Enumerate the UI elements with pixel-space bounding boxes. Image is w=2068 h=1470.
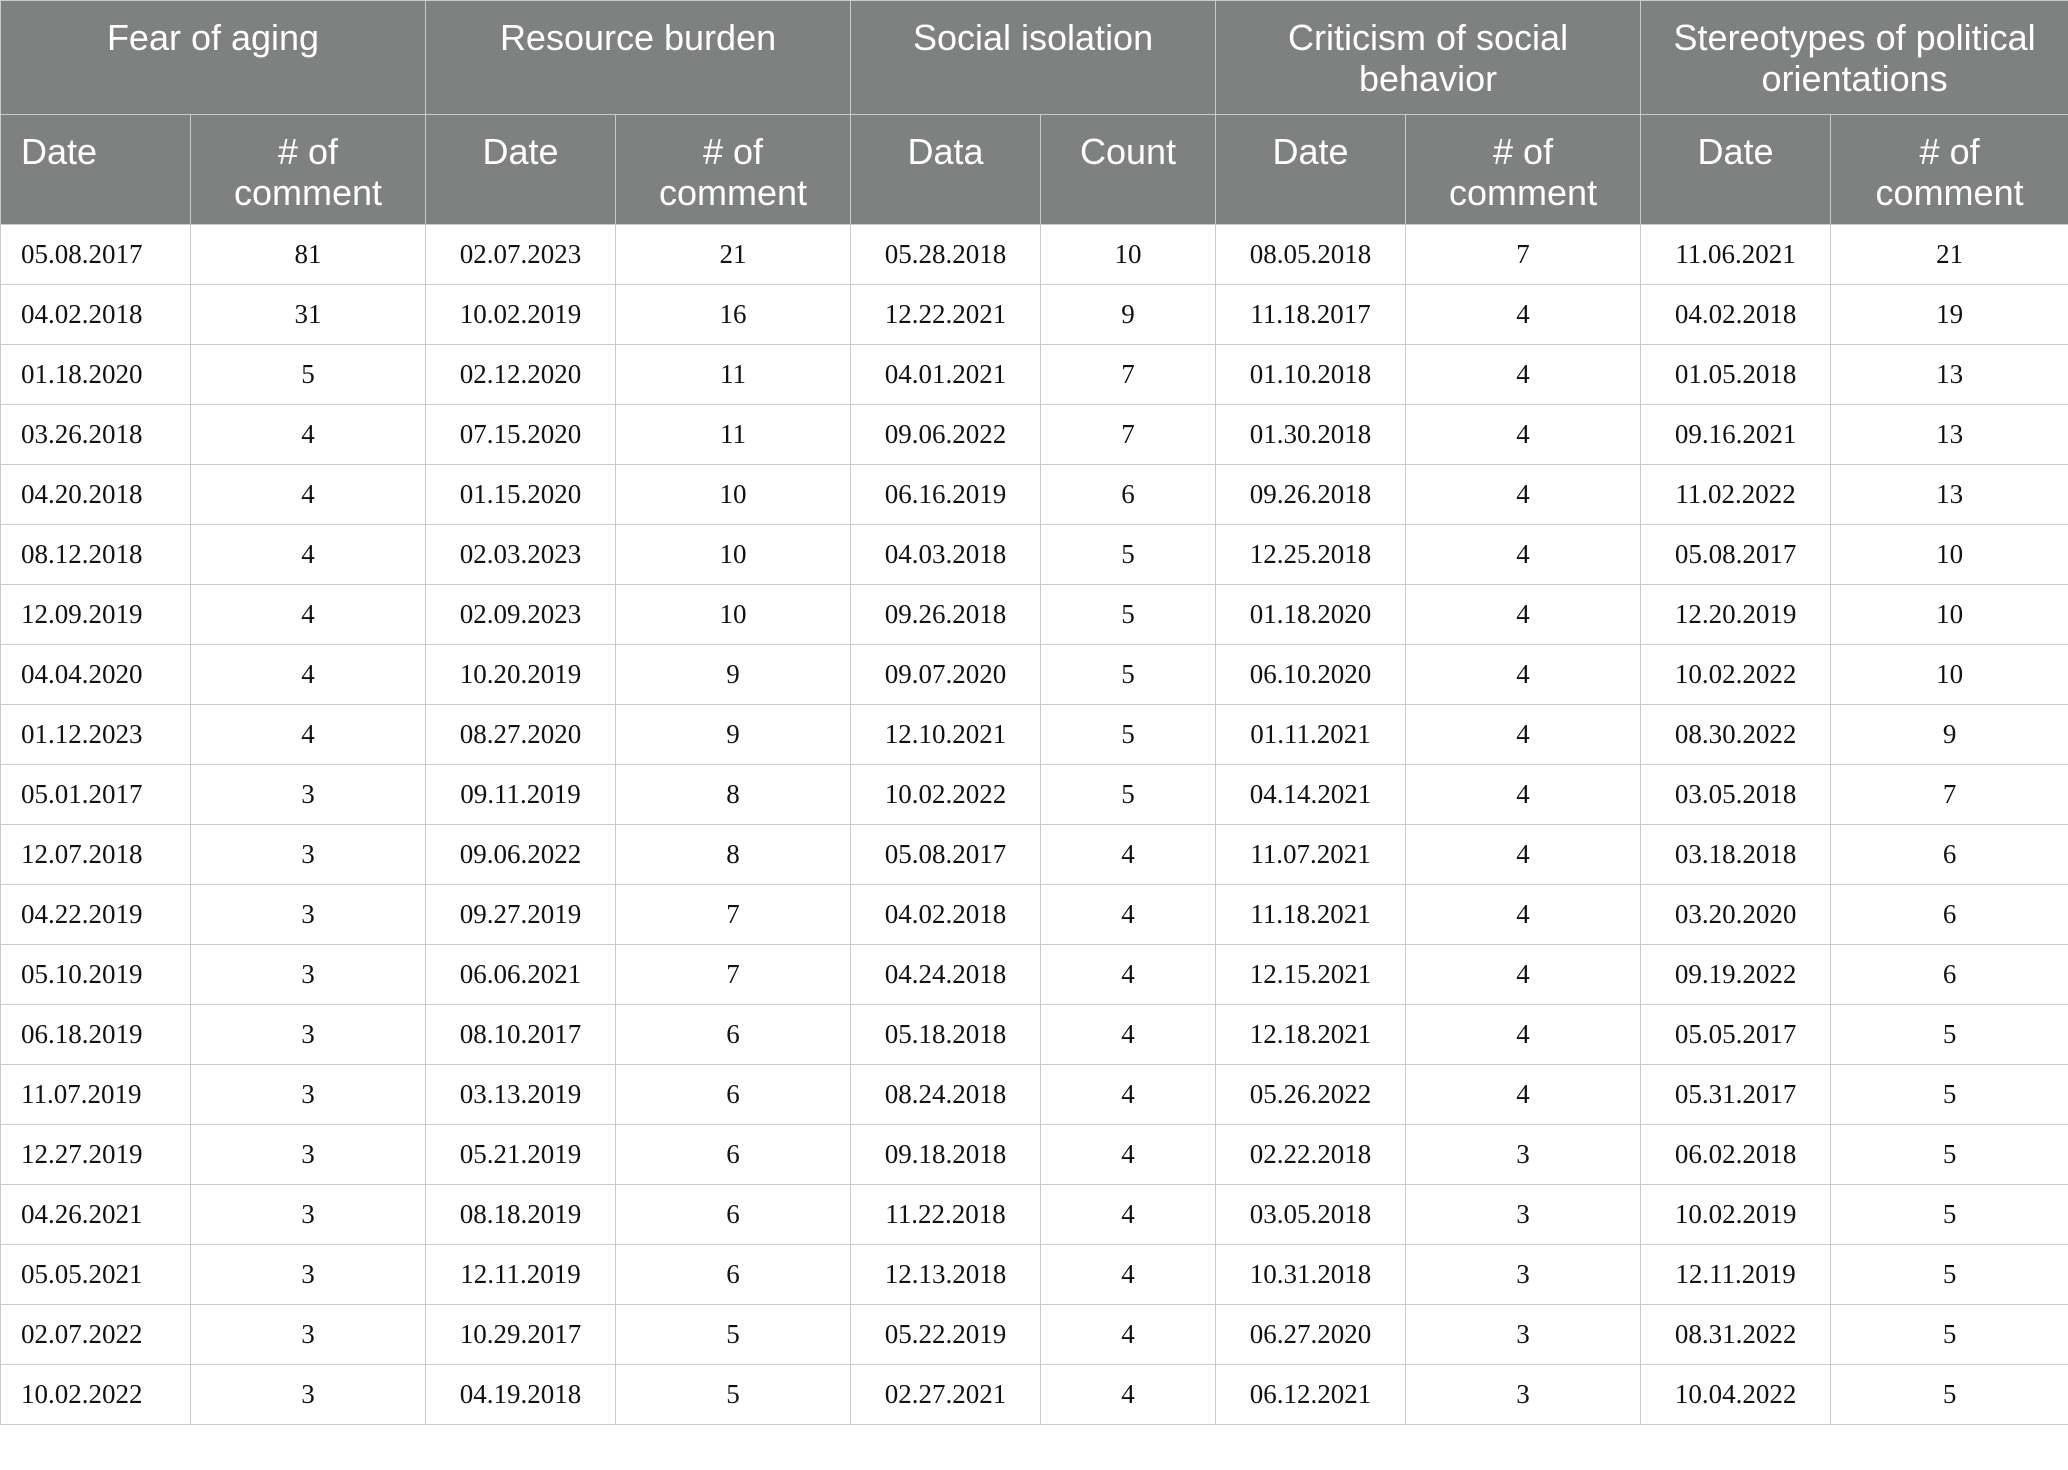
table-row [1,765,2068,825]
count-cell: 10 [1041,225,1216,285]
count-cell: 31 [191,285,426,345]
column-header: Date [1641,115,1831,225]
date-cell: 11.07.2019 [1,1065,191,1125]
column-header: Date [426,115,616,225]
count-cell: 9 [1041,285,1216,345]
date-cell: 10.02.2022 [1,1365,191,1425]
count-cell: 3 [1406,1245,1641,1305]
count-cell: 4 [191,585,426,645]
count-cell: 3 [191,1365,426,1425]
date-cell: 10.31.2018 [1216,1245,1406,1305]
date-cell: 04.02.2018 [1,285,191,345]
date-cell: 03.18.2018 [1641,825,1831,885]
count-cell: 11 [616,345,851,405]
count-cell: 3 [1406,1125,1641,1185]
date-cell: 05.08.2017 [1641,525,1831,585]
date-cell: 12.11.2019 [426,1245,616,1305]
date-cell: 10.04.2022 [1641,1365,1831,1425]
count-cell: 4 [1406,405,1641,465]
date-cell: 02.27.2021 [851,1365,1041,1425]
date-cell: 01.18.2020 [1216,585,1406,645]
count-cell: 7 [1831,765,2068,825]
date-cell: 05.08.2017 [1,225,191,285]
date-cell: 03.20.2020 [1641,885,1831,945]
date-cell: 04.14.2021 [1216,765,1406,825]
date-cell: 01.11.2021 [1216,705,1406,765]
count-cell: 5 [616,1305,851,1365]
date-cell: 06.16.2019 [851,465,1041,525]
date-cell: 09.07.2020 [851,645,1041,705]
count-cell: 81 [191,225,426,285]
count-cell: 13 [1831,465,2068,525]
count-cell: 4 [1406,885,1641,945]
table-row [1,825,2068,885]
date-cell: 08.10.2017 [426,1005,616,1065]
count-cell: 7 [616,885,851,945]
count-cell: 10 [616,525,851,585]
date-cell: 05.26.2022 [1216,1065,1406,1125]
date-cell: 04.20.2018 [1,465,191,525]
date-cell: 08.12.2018 [1,525,191,585]
count-cell: 3 [191,1245,426,1305]
date-cell: 12.27.2019 [1,1125,191,1185]
date-cell: 04.24.2018 [851,945,1041,1005]
date-cell: 05.31.2017 [1641,1065,1831,1125]
count-cell: 7 [1041,345,1216,405]
count-cell: 5 [1831,1185,2068,1245]
count-cell: 7 [1041,405,1216,465]
count-cell: 4 [1041,945,1216,1005]
count-cell: 11 [616,405,851,465]
count-cell: 4 [1406,525,1641,585]
count-cell: 4 [1041,1365,1216,1425]
date-cell: 11.02.2022 [1641,465,1831,525]
table-row [1,705,2068,765]
date-cell: 03.05.2018 [1641,765,1831,825]
date-cell: 05.01.2017 [1,765,191,825]
count-cell: 4 [1406,825,1641,885]
count-cell: 10 [1831,585,2068,645]
count-cell: 5 [1831,1245,2068,1305]
date-cell: 12.15.2021 [1216,945,1406,1005]
date-cell: 04.02.2018 [851,885,1041,945]
table-row [1,525,2068,585]
date-cell: 02.12.2020 [426,345,616,405]
count-cell: 10 [1831,525,2068,585]
count-cell: 6 [1831,885,2068,945]
date-cell: 12.09.2019 [1,585,191,645]
date-cell: 08.31.2022 [1641,1305,1831,1365]
count-cell: 3 [191,945,426,1005]
count-cell: 5 [1041,585,1216,645]
column-header: # of comment [1831,115,2068,225]
count-cell: 3 [191,1305,426,1365]
date-cell: 11.22.2018 [851,1185,1041,1245]
count-cell: 6 [616,1065,851,1125]
date-cell: 12.07.2018 [1,825,191,885]
table-row [1,405,2068,465]
count-cell: 3 [191,825,426,885]
count-cell: 6 [616,1185,851,1245]
date-cell: 09.27.2019 [426,885,616,945]
table-row [1,1185,2068,1245]
count-cell: 5 [1831,1365,2068,1425]
count-cell: 3 [191,1005,426,1065]
date-cell: 01.15.2020 [426,465,616,525]
table-row [1,945,2068,1005]
count-cell: 6 [616,1125,851,1185]
date-cell: 11.18.2021 [1216,885,1406,945]
date-cell: 06.27.2020 [1216,1305,1406,1365]
date-cell: 12.18.2021 [1216,1005,1406,1065]
count-cell: 4 [1041,1065,1216,1125]
column-header: # of comment [1406,115,1641,225]
date-cell: 08.05.2018 [1216,225,1406,285]
date-cell: 10.02.2019 [426,285,616,345]
count-cell: 6 [1831,945,2068,1005]
date-cell: 02.07.2022 [1,1305,191,1365]
count-cell: 19 [1831,285,2068,345]
count-cell: 4 [1041,1305,1216,1365]
count-cell: 3 [1406,1185,1641,1245]
group-header-criticism-of-social-behavior: Criticism of social behavior [1216,1,1641,115]
count-cell: 4 [1406,645,1641,705]
count-cell: 4 [1406,1065,1641,1125]
table-row [1,585,2068,645]
column-header: Count [1041,115,1216,225]
count-cell: 5 [616,1365,851,1425]
table-body [1,225,2068,1425]
count-cell: 21 [1831,225,2068,285]
date-cell: 07.15.2020 [426,405,616,465]
count-cell: 4 [191,405,426,465]
date-cell: 02.03.2023 [426,525,616,585]
count-cell: 8 [616,765,851,825]
date-cell: 09.18.2018 [851,1125,1041,1185]
date-cell: 05.10.2019 [1,945,191,1005]
column-header: Date [1216,115,1406,225]
table-row [1,1005,2068,1065]
count-cell: 7 [616,945,851,1005]
date-cell: 10.02.2019 [1641,1185,1831,1245]
table-row [1,1305,2068,1365]
count-cell: 3 [191,885,426,945]
date-cell: 08.27.2020 [426,705,616,765]
table-row [1,1365,2068,1425]
count-cell: 16 [616,285,851,345]
date-cell: 11.18.2017 [1216,285,1406,345]
count-cell: 4 [1041,1245,1216,1305]
table-row [1,345,2068,405]
date-cell: 04.01.2021 [851,345,1041,405]
count-cell: 3 [1406,1365,1641,1425]
count-cell: 5 [1831,1065,2068,1125]
count-cell: 3 [191,1065,426,1125]
column-header: Data [851,115,1041,225]
table-row [1,1245,2068,1305]
count-cell: 4 [191,525,426,585]
date-cell: 05.08.2017 [851,825,1041,885]
date-cell: 08.18.2019 [426,1185,616,1245]
count-cell: 4 [191,705,426,765]
date-cell: 11.06.2021 [1641,225,1831,285]
count-cell: 3 [1406,1305,1641,1365]
column-header: # of comment [191,115,426,225]
table-row [1,885,2068,945]
table-row [1,465,2068,525]
date-cell: 01.30.2018 [1216,405,1406,465]
date-cell: 03.05.2018 [1216,1185,1406,1245]
date-cell: 03.13.2019 [426,1065,616,1125]
date-cell: 02.22.2018 [1216,1125,1406,1185]
count-cell: 10 [1831,645,2068,705]
date-cell: 02.09.2023 [426,585,616,645]
date-cell: 10.20.2019 [426,645,616,705]
count-cell: 4 [1406,705,1641,765]
count-cell: 5 [1041,765,1216,825]
count-cell: 9 [616,645,851,705]
table-row [1,225,2068,285]
date-cell: 04.02.2018 [1641,285,1831,345]
count-cell: 21 [616,225,851,285]
date-cell: 09.19.2022 [1641,945,1831,1005]
count-cell: 6 [616,1005,851,1065]
date-cell: 05.18.2018 [851,1005,1041,1065]
date-cell: 12.10.2021 [851,705,1041,765]
group-header-social-isolation: Social isolation [851,1,1216,115]
date-cell: 12.13.2018 [851,1245,1041,1305]
count-cell: 4 [1406,465,1641,525]
date-cell: 01.05.2018 [1641,345,1831,405]
count-cell: 5 [1831,1125,2068,1185]
date-cell: 09.06.2022 [851,405,1041,465]
table-row [1,645,2068,705]
date-cell: 01.12.2023 [1,705,191,765]
count-cell: 4 [1041,825,1216,885]
date-cell: 04.04.2020 [1,645,191,705]
date-cell: 10.02.2022 [851,765,1041,825]
date-cell: 09.26.2018 [851,585,1041,645]
date-cell: 02.07.2023 [426,225,616,285]
count-cell: 5 [1041,705,1216,765]
count-cell: 4 [1041,885,1216,945]
count-cell: 6 [1041,465,1216,525]
subheader-row [1,115,2068,225]
count-cell: 4 [1406,285,1641,345]
date-cell: 06.06.2021 [426,945,616,1005]
table-row [1,1065,2068,1125]
date-cell: 01.10.2018 [1216,345,1406,405]
count-cell: 4 [1406,765,1641,825]
group-header-stereotypes-of-political-orientations: Stereotypes of political orientations [1641,1,2068,115]
date-cell: 04.22.2019 [1,885,191,945]
count-cell: 4 [1406,945,1641,1005]
count-cell: 3 [191,765,426,825]
count-cell: 6 [1831,825,2068,885]
date-cell: 09.11.2019 [426,765,616,825]
count-cell: 5 [1831,1005,2068,1065]
date-cell: 09.26.2018 [1216,465,1406,525]
group-header-fear-of-aging: Fear of aging [1,1,426,115]
date-cell: 04.26.2021 [1,1185,191,1245]
count-cell: 7 [1406,225,1641,285]
count-cell: 4 [1406,1005,1641,1065]
count-cell: 4 [191,645,426,705]
table-row [1,285,2068,345]
count-cell: 13 [1831,405,2068,465]
date-cell: 05.05.2017 [1641,1005,1831,1065]
date-cell: 05.28.2018 [851,225,1041,285]
count-cell: 6 [616,1245,851,1305]
date-cell: 06.10.2020 [1216,645,1406,705]
group-header-row [1,1,2068,115]
count-cell: 10 [616,585,851,645]
count-cell: 4 [1041,1185,1216,1245]
count-cell: 13 [1831,345,2068,405]
count-cell: 8 [616,825,851,885]
date-cell: 12.11.2019 [1641,1245,1831,1305]
count-cell: 9 [616,705,851,765]
date-cell: 11.07.2021 [1216,825,1406,885]
count-cell: 4 [1406,345,1641,405]
count-cell: 4 [1406,585,1641,645]
column-header: # of comment [616,115,851,225]
count-cell: 3 [191,1125,426,1185]
count-cell: 5 [1041,645,1216,705]
count-cell: 5 [1041,525,1216,585]
date-cell: 06.02.2018 [1641,1125,1831,1185]
date-cell: 12.20.2019 [1641,585,1831,645]
date-cell: 05.21.2019 [426,1125,616,1185]
date-cell: 08.30.2022 [1641,705,1831,765]
count-cell: 9 [1831,705,2068,765]
date-cell: 01.18.2020 [1,345,191,405]
date-cell: 09.06.2022 [426,825,616,885]
date-cell: 04.03.2018 [851,525,1041,585]
date-cell: 12.22.2021 [851,285,1041,345]
count-cell: 10 [616,465,851,525]
group-header-resource-burden: Resource burden [426,1,851,115]
date-cell: 10.29.2017 [426,1305,616,1365]
date-cell: 06.18.2019 [1,1005,191,1065]
date-cell: 05.05.2021 [1,1245,191,1305]
date-cell: 03.26.2018 [1,405,191,465]
date-cell: 08.24.2018 [851,1065,1041,1125]
count-cell: 5 [191,345,426,405]
date-cell: 12.25.2018 [1216,525,1406,585]
date-cell: 10.02.2022 [1641,645,1831,705]
count-cell: 4 [1041,1005,1216,1065]
column-header: Date [1,115,191,225]
date-cell: 09.16.2021 [1641,405,1831,465]
date-cell: 04.19.2018 [426,1365,616,1425]
count-cell: 3 [191,1185,426,1245]
table-header [1,1,2068,225]
date-cell: 05.22.2019 [851,1305,1041,1365]
count-cell: 5 [1831,1305,2068,1365]
count-cell: 4 [1041,1125,1216,1185]
count-cell: 4 [191,465,426,525]
date-cell: 06.12.2021 [1216,1365,1406,1425]
table-row [1,1125,2068,1185]
